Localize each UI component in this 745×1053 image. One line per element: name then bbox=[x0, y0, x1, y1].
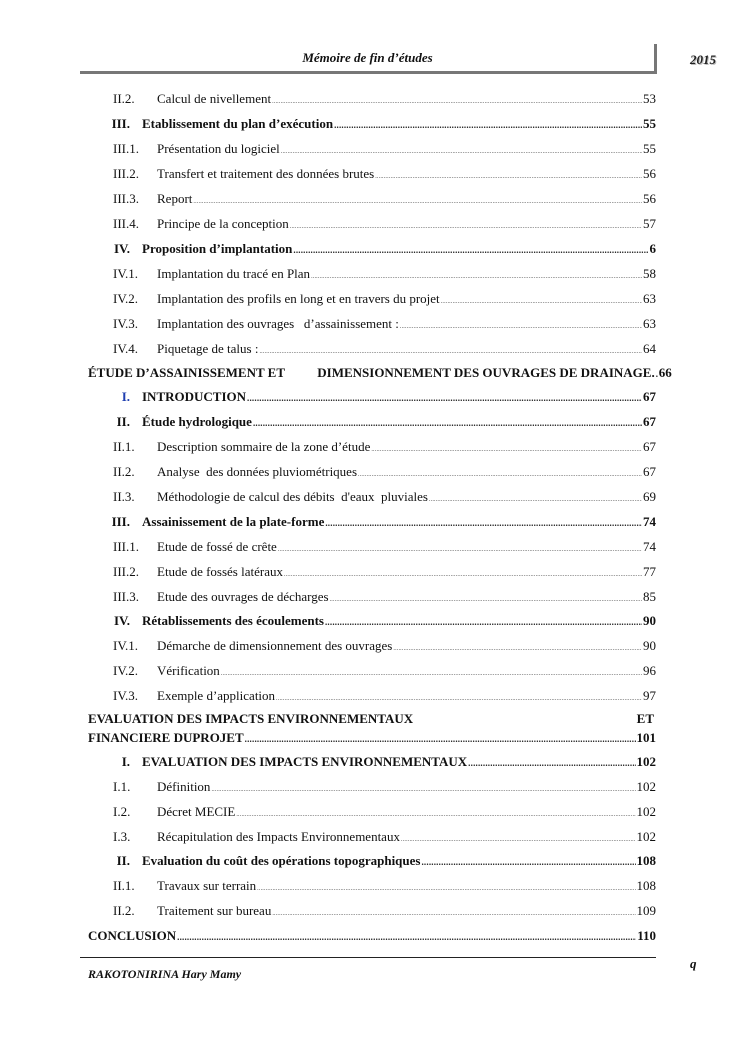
toc-entry-page: 53 bbox=[643, 91, 656, 106]
header-rule bbox=[80, 71, 656, 74]
toc-entry[interactable] bbox=[88, 163, 656, 185]
toc-entry-number: I. bbox=[121, 389, 130, 404]
toc-entry[interactable] bbox=[88, 801, 656, 823]
toc-entry-title: Etude de fossés latéraux bbox=[157, 564, 283, 579]
toc-entry-title: Etude des ouvrages de décharges bbox=[157, 589, 329, 604]
toc-leader-dots bbox=[281, 141, 642, 163]
toc-entry[interactable] bbox=[88, 188, 656, 210]
toc-entry-page: 102 bbox=[636, 804, 656, 819]
toc-entry-number: IV. bbox=[113, 613, 130, 628]
toc-entry-number: IV.2. bbox=[113, 291, 139, 306]
toc-section[interactable] bbox=[88, 386, 656, 408]
toc-entry-number: II. bbox=[116, 414, 130, 429]
toc-entry-title: Vérification bbox=[157, 663, 220, 678]
header-vertical-rule bbox=[654, 44, 657, 74]
toc-entry-page: 74 bbox=[643, 514, 656, 529]
toc-entry-title: Evaluation du coût des opérations topographiques bbox=[142, 853, 421, 868]
toc-section[interactable] bbox=[88, 751, 656, 773]
toc-entry-page: 102 bbox=[636, 754, 656, 769]
toc-entry-title: Principe de la conception bbox=[157, 216, 289, 231]
toc-section[interactable] bbox=[88, 411, 656, 433]
toc-entry-number: III.1. bbox=[113, 539, 139, 554]
toc-entry-title: Exemple d’application bbox=[157, 688, 276, 703]
toc-entry-page: 108 bbox=[636, 878, 656, 893]
toc-leader-dots bbox=[278, 539, 642, 561]
toc-entry-page: 67 bbox=[643, 464, 656, 479]
toc-leader-dots bbox=[290, 216, 642, 238]
toc-leader-dots bbox=[257, 878, 635, 900]
toc-entry-title: Présentation du logiciel bbox=[157, 141, 280, 156]
toc-leader-dots bbox=[468, 752, 635, 774]
toc-entry-number: III.4. bbox=[113, 216, 139, 231]
toc-leader-dots bbox=[401, 829, 636, 851]
toc-entry-page: 69 bbox=[643, 489, 656, 504]
toc-entry-page: 110 bbox=[637, 928, 656, 943]
toc-entry[interactable] bbox=[88, 561, 656, 583]
toc-leader-dots bbox=[656, 363, 658, 385]
toc-entry[interactable] bbox=[88, 313, 656, 335]
toc-entry-title: Méthodologie de calcul des débits d'eaux pluviales bbox=[157, 489, 428, 504]
toc-entry-page: 109 bbox=[636, 903, 656, 918]
toc-entry-number: II. bbox=[116, 853, 130, 868]
toc-entry-page: 63 bbox=[643, 316, 656, 331]
toc-entry[interactable] bbox=[88, 536, 656, 558]
toc-entry-title: Traitement sur bureau bbox=[157, 903, 272, 918]
toc-entry[interactable] bbox=[88, 826, 656, 848]
toc-entry[interactable] bbox=[88, 635, 656, 657]
toc-entry-number: III. bbox=[111, 116, 130, 131]
toc-chapter[interactable] bbox=[88, 362, 672, 384]
toc-entry[interactable] bbox=[88, 338, 656, 360]
toc-leader-dots bbox=[247, 387, 642, 409]
toc-entry-page: 56 bbox=[643, 166, 656, 181]
toc-entry-number: II.1. bbox=[113, 878, 135, 893]
toc-entry-number: III.1. bbox=[113, 141, 139, 156]
toc-entry-title: Décret MECIE bbox=[157, 804, 236, 819]
toc-leader-dots bbox=[330, 589, 642, 611]
toc-entry-page: 101 bbox=[636, 730, 656, 745]
toc-entry-number: II.3. bbox=[113, 489, 135, 504]
toc-entry-page: 90 bbox=[643, 613, 656, 628]
toc-section[interactable] bbox=[88, 850, 656, 872]
toc-entry-page: 66 bbox=[658, 365, 672, 380]
toc-entry[interactable] bbox=[88, 486, 656, 508]
footer-page-number: q bbox=[690, 956, 697, 971]
toc-leader-dots bbox=[429, 489, 642, 511]
toc-leader-dots bbox=[259, 341, 642, 363]
toc-leader-dots bbox=[177, 926, 636, 948]
toc-leader-dots bbox=[293, 239, 648, 261]
toc-entry-number: IV.3. bbox=[113, 688, 139, 703]
toc-entry-page: 102 bbox=[636, 779, 656, 794]
toc-leader-dots bbox=[245, 728, 636, 750]
toc-chapter[interactable] bbox=[88, 727, 656, 749]
toc-entry[interactable] bbox=[88, 900, 656, 922]
toc-entry-page: 55 bbox=[643, 116, 656, 131]
toc-entry[interactable] bbox=[88, 586, 656, 608]
toc-leader-dots bbox=[276, 688, 642, 710]
toc-conclusion-title: CONCLUSION bbox=[88, 928, 177, 943]
header-year: 2015 bbox=[690, 52, 716, 67]
toc-leader-dots bbox=[371, 439, 642, 461]
toc-entry-title: INTRODUCTION bbox=[142, 389, 247, 404]
toc-entry-page: 67 bbox=[643, 389, 656, 404]
toc-entry-title: Implantation des ouvrages d’assainissement : bbox=[157, 316, 399, 331]
toc-entry-page: 74 bbox=[643, 539, 656, 554]
toc-entry-page: 63 bbox=[643, 291, 656, 306]
toc-entry-title: Rétablissements des écoulements bbox=[142, 613, 324, 628]
toc-section[interactable] bbox=[88, 511, 656, 533]
toc-leader-dots bbox=[311, 266, 642, 288]
toc-entry[interactable] bbox=[88, 138, 656, 160]
toc-leader-dots bbox=[236, 804, 635, 826]
toc-entry[interactable] bbox=[88, 776, 656, 798]
page-header-title: Mémoire de fin d’études bbox=[302, 50, 433, 65]
toc-entry-number: III. bbox=[111, 514, 130, 529]
toc-entry-title: Définition bbox=[157, 779, 211, 794]
toc-leader-dots bbox=[441, 291, 642, 313]
toc-entry-number: III.2. bbox=[113, 166, 139, 181]
toc-entry-title: Etablissement du plan d’exécution bbox=[142, 116, 334, 131]
toc-entry-title: Assainissement de la plate-forme bbox=[142, 514, 325, 529]
toc-entry-title: EVALUATION DES IMPACTS ENVIRONNEMENTAUX bbox=[142, 754, 468, 769]
toc-entry-page: 58 bbox=[643, 266, 656, 281]
toc-entry[interactable] bbox=[88, 685, 656, 707]
toc-entry-number: I.3. bbox=[113, 829, 131, 844]
toc-entry-page: 64 bbox=[643, 341, 656, 356]
toc-entry-page: 6 bbox=[649, 241, 656, 256]
toc-entry[interactable] bbox=[88, 461, 656, 483]
toc-entry-number: II.1. bbox=[113, 439, 135, 454]
toc-entry-number: III.2. bbox=[113, 564, 139, 579]
toc-leader-dots bbox=[253, 412, 642, 434]
toc-entry-page: 56 bbox=[643, 191, 656, 206]
toc-entry-number: IV.1. bbox=[113, 638, 139, 653]
toc-entry-number: I.1. bbox=[113, 779, 131, 794]
toc-entry-title: Analyse des données pluviométriques bbox=[157, 464, 358, 479]
toc-entry[interactable] bbox=[88, 88, 656, 110]
toc-entry-page: 90 bbox=[643, 638, 656, 653]
toc-entry[interactable] bbox=[88, 660, 656, 682]
toc-leader-dots bbox=[193, 191, 642, 213]
toc-entry-title: Implantation des profils en long et en travers du projet bbox=[157, 291, 440, 306]
toc-entry-number: I.2. bbox=[113, 804, 131, 819]
toc-section[interactable] bbox=[88, 113, 656, 135]
toc-entry[interactable] bbox=[88, 263, 656, 285]
toc-entry-page: 96 bbox=[643, 663, 656, 678]
toc-entry-title: Piquetage de talus : bbox=[157, 341, 259, 356]
toc-entry-title: Démarche de dimensionnement des ouvrages bbox=[157, 638, 393, 653]
toc-entry-number: II.2. bbox=[113, 464, 135, 479]
toc-entry-number: III.3. bbox=[113, 589, 139, 604]
footer-author: RAKOTONIRINA Hary Mamy bbox=[88, 967, 242, 981]
toc-entry-number: IV.2. bbox=[113, 663, 139, 678]
toc-leader-dots bbox=[284, 564, 642, 586]
toc-entry-title: Étude hydrologique bbox=[142, 414, 252, 429]
footer-rule bbox=[80, 957, 656, 958]
toc-entry-number: IV.1. bbox=[113, 266, 139, 281]
toc-leader-dots bbox=[325, 512, 642, 534]
toc-entry-title: Etude de fossé de crête bbox=[157, 539, 277, 554]
toc-entry-number: II.2. bbox=[113, 903, 135, 918]
toc-chapter-title-end: ET bbox=[636, 711, 654, 726]
toc-entry-title: Proposition d’implantation bbox=[142, 241, 293, 256]
toc-entry-title: Report bbox=[157, 191, 193, 206]
toc-entry[interactable] bbox=[88, 288, 656, 310]
toc-leader-dots bbox=[393, 638, 642, 660]
toc-entry-number: IV.4. bbox=[113, 341, 139, 356]
toc-leader-dots bbox=[272, 903, 635, 925]
toc-entry[interactable] bbox=[88, 436, 656, 458]
toc-entry-page: 67 bbox=[643, 414, 656, 429]
toc-entry-number: III.3. bbox=[113, 191, 139, 206]
toc-entry-title: Transfert et traitement des données brutes bbox=[157, 166, 375, 181]
toc-entry-number: I. bbox=[121, 754, 130, 769]
toc-chapter-title-cont: FINANCIERE DUPROJET bbox=[88, 730, 244, 745]
toc-entry-title: Implantation du tracé en Plan bbox=[157, 266, 311, 281]
toc-leader-dots bbox=[375, 166, 642, 188]
toc-entry-title: Travaux sur terrain bbox=[157, 878, 257, 893]
toc-leader-dots bbox=[272, 91, 642, 113]
toc-entry-number: IV. bbox=[113, 241, 130, 256]
toc-entry-page: 55 bbox=[643, 141, 656, 156]
toc-leader-dots bbox=[325, 611, 642, 633]
toc-entry-page: 67 bbox=[643, 439, 656, 454]
toc-entry-number: IV.3. bbox=[113, 316, 139, 331]
toc-leader-dots bbox=[221, 663, 642, 685]
toc-leader-dots bbox=[400, 316, 642, 338]
toc-leader-dots bbox=[334, 114, 642, 136]
toc-entry[interactable] bbox=[88, 213, 656, 235]
toc-entry-page: 77 bbox=[643, 564, 656, 579]
toc-entry-number: II.2. bbox=[113, 91, 135, 106]
toc-entry-page: 97 bbox=[643, 688, 656, 703]
toc-leader-dots bbox=[421, 851, 635, 873]
toc-entry-title: Récapitulation des Impacts Environnementaux bbox=[157, 829, 400, 844]
toc-entry[interactable] bbox=[88, 875, 656, 897]
toc-entry-page: 85 bbox=[643, 589, 656, 604]
toc-chapter[interactable] bbox=[88, 925, 656, 947]
toc-entry-page: 108 bbox=[636, 853, 656, 868]
toc-leader-dots bbox=[211, 779, 635, 801]
toc-entry-page: 102 bbox=[636, 829, 656, 844]
toc-chapter-title: ÉTUDE D’ASSAINISSEMENT ET DIMENSIONNEMENT DES OUVRAGES DE DRAINAGE. bbox=[88, 365, 655, 380]
toc-entry-title: Calcul de nivellement bbox=[157, 91, 272, 106]
toc-leader-dots bbox=[358, 464, 642, 486]
toc-section[interactable] bbox=[88, 610, 656, 632]
toc-chapter-title: EVALUATION DES IMPACTS ENVIRONNEMENTAUX bbox=[88, 711, 414, 726]
toc-section[interactable] bbox=[88, 238, 656, 260]
toc-entry-page: 57 bbox=[643, 216, 656, 231]
toc-entry-title: Description sommaire de la zone d’étude bbox=[157, 439, 371, 454]
